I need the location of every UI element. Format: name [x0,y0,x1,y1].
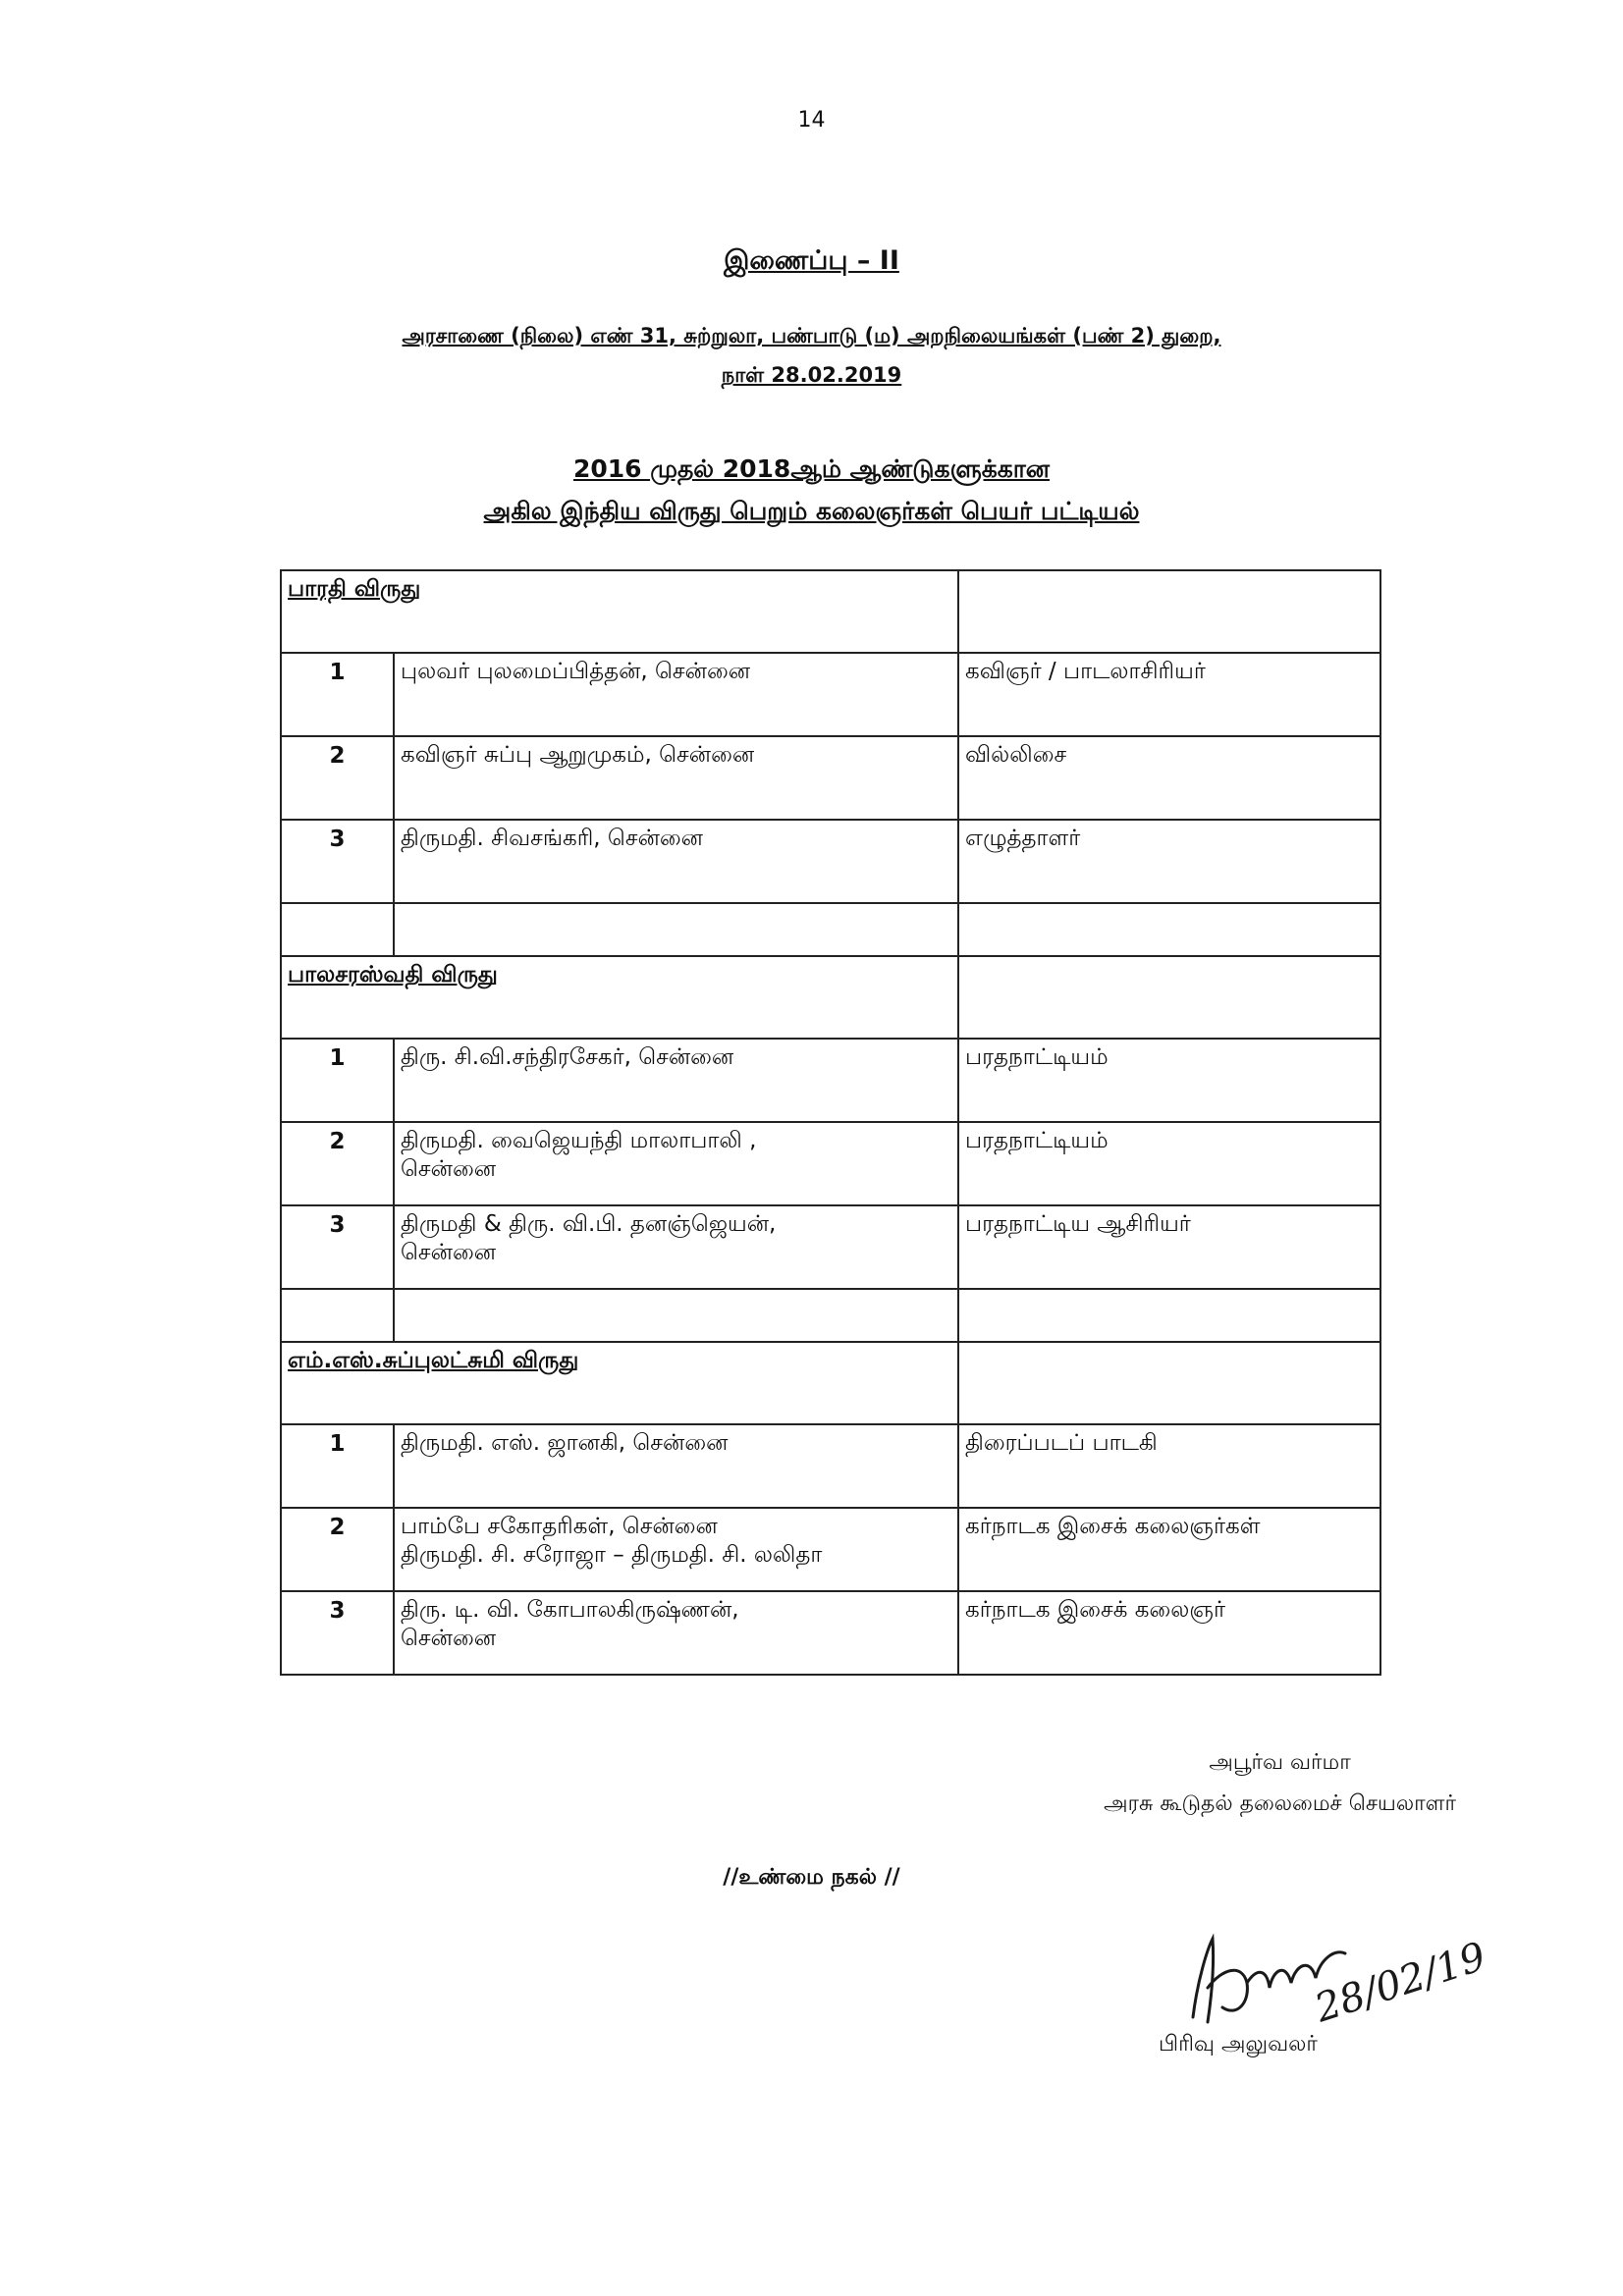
table-row [281,653,1380,736]
art-field: எழுத்தாளர் [958,820,1380,903]
section-officer-label: பிரிவு அலுவலர் [1159,2032,1318,2056]
signature-date: 28/02/19 [1309,1934,1491,2032]
awards-table [280,569,1381,1676]
awardee-name: திரு. டி. வி. கோபாலகிருஷ்ணன், சென்னை [394,1591,958,1675]
section-header-row [281,1342,1380,1424]
empty-cell [281,1289,394,1342]
art-field: பரதநாட்டியம் [958,1122,1380,1205]
awards-table-body [281,570,1380,1675]
art-field: கர்நாடக இசைக் கலைஞர் [958,1591,1380,1675]
serial-number: 2 [281,1508,394,1591]
serial-number: 3 [281,1205,394,1289]
serial-number: 1 [281,1424,394,1508]
award-section-title: பாரதி விருது [281,570,958,653]
empty-cell [958,1342,1380,1424]
table-row [281,820,1380,903]
art-field: திரைப்படப் பாடகி [958,1424,1380,1508]
signatory-name: அபூர்வ வர்மா [1209,1750,1351,1775]
table-row [281,736,1380,820]
table-row [281,1122,1380,1205]
awardee-name: திருமதி. வைஜெயந்தி மாலாபாலி , சென்னை [394,1122,958,1205]
award-section-title: எம்.எஸ்.சுப்புலட்சுமி விருது [281,1342,958,1424]
table-row [281,1424,1380,1508]
serial-number: 1 [281,653,394,736]
awardee-name: பாம்பே சகோதரிகள், சென்னை திருமதி. சி. சரோஜா – திருமதி. சி. லலிதா [394,1508,958,1591]
serial-number: 3 [281,820,394,903]
awardee-name: புலவர் புலமைப்பித்தன், சென்னை [394,653,958,736]
serial-number: 1 [281,1039,394,1122]
serial-number: 2 [281,736,394,820]
empty-cell [958,903,1380,956]
table-row [281,1039,1380,1122]
empty-cell [394,1289,958,1342]
go-reference-date: நாள் 28.02.2019 [721,363,902,387]
empty-cell [958,956,1380,1039]
go-reference-line1: அரசாணை (நிலை) எண் 31, சுற்றுலா, பண்பாடு (ம) அறநிலையங்கள் (பண் 2) துறை, [402,324,1221,347]
list-title-line1: 2016 முதல் 2018ஆம் ஆண்டுகளுக்கான [572,454,1051,483]
true-copy-note: //உண்மை நகல் // [723,1865,900,1890]
empty-cell [281,903,394,956]
table-row [281,1591,1380,1675]
empty-cell [958,1289,1380,1342]
awardee-name: திருமதி & திரு. வி.பி. தனஞ்ஜெயன், சென்னை [394,1205,958,1289]
annex-title: இணைப்பு – II [724,245,899,276]
serial-number: 3 [281,1591,394,1675]
awardee-name: திருமதி. சிவசங்கரி, சென்னை [394,820,958,903]
page-number: 14 [797,108,826,133]
art-field: பரதநாட்டியம் [958,1039,1380,1122]
empty-cell [958,570,1380,653]
section-header-row [281,956,1380,1039]
table-row [281,1205,1380,1289]
art-field: பரதநாட்டிய ஆசிரியர் [958,1205,1380,1289]
serial-number: 2 [281,1122,394,1205]
signatory-designation: அரசு கூடுதல் தலைமைச் செயலாளர் [1104,1790,1456,1816]
spacer-row [281,1289,1380,1342]
art-field: கர்நாடக இசைக் கலைஞர்கள் [958,1508,1380,1591]
art-field: கவிஞர் / பாடலாசிரியர் [958,653,1380,736]
awardee-name: கவிஞர் சுப்பு ஆறுமுகம், சென்னை [394,736,958,820]
section-header-row [281,570,1380,653]
spacer-row [281,903,1380,956]
empty-cell [394,903,958,956]
award-section-title: பாலசரஸ்வதி விருது [281,956,958,1039]
table-row [281,1508,1380,1591]
art-field: வில்லிசை [958,736,1380,820]
handwritten-signature [1154,1909,1491,2047]
awardee-name: திருமதி. எஸ். ஜானகி, சென்னை [394,1424,958,1508]
awardee-name: திரு. சி.வி.சந்திரசேகர், சென்னை [394,1039,958,1122]
list-title-line2: அகில இந்திய விருது பெறும் கலைஞர்கள் பெயர் பட்டியல் [483,497,1140,525]
signatory-block [1104,1742,1456,1825]
